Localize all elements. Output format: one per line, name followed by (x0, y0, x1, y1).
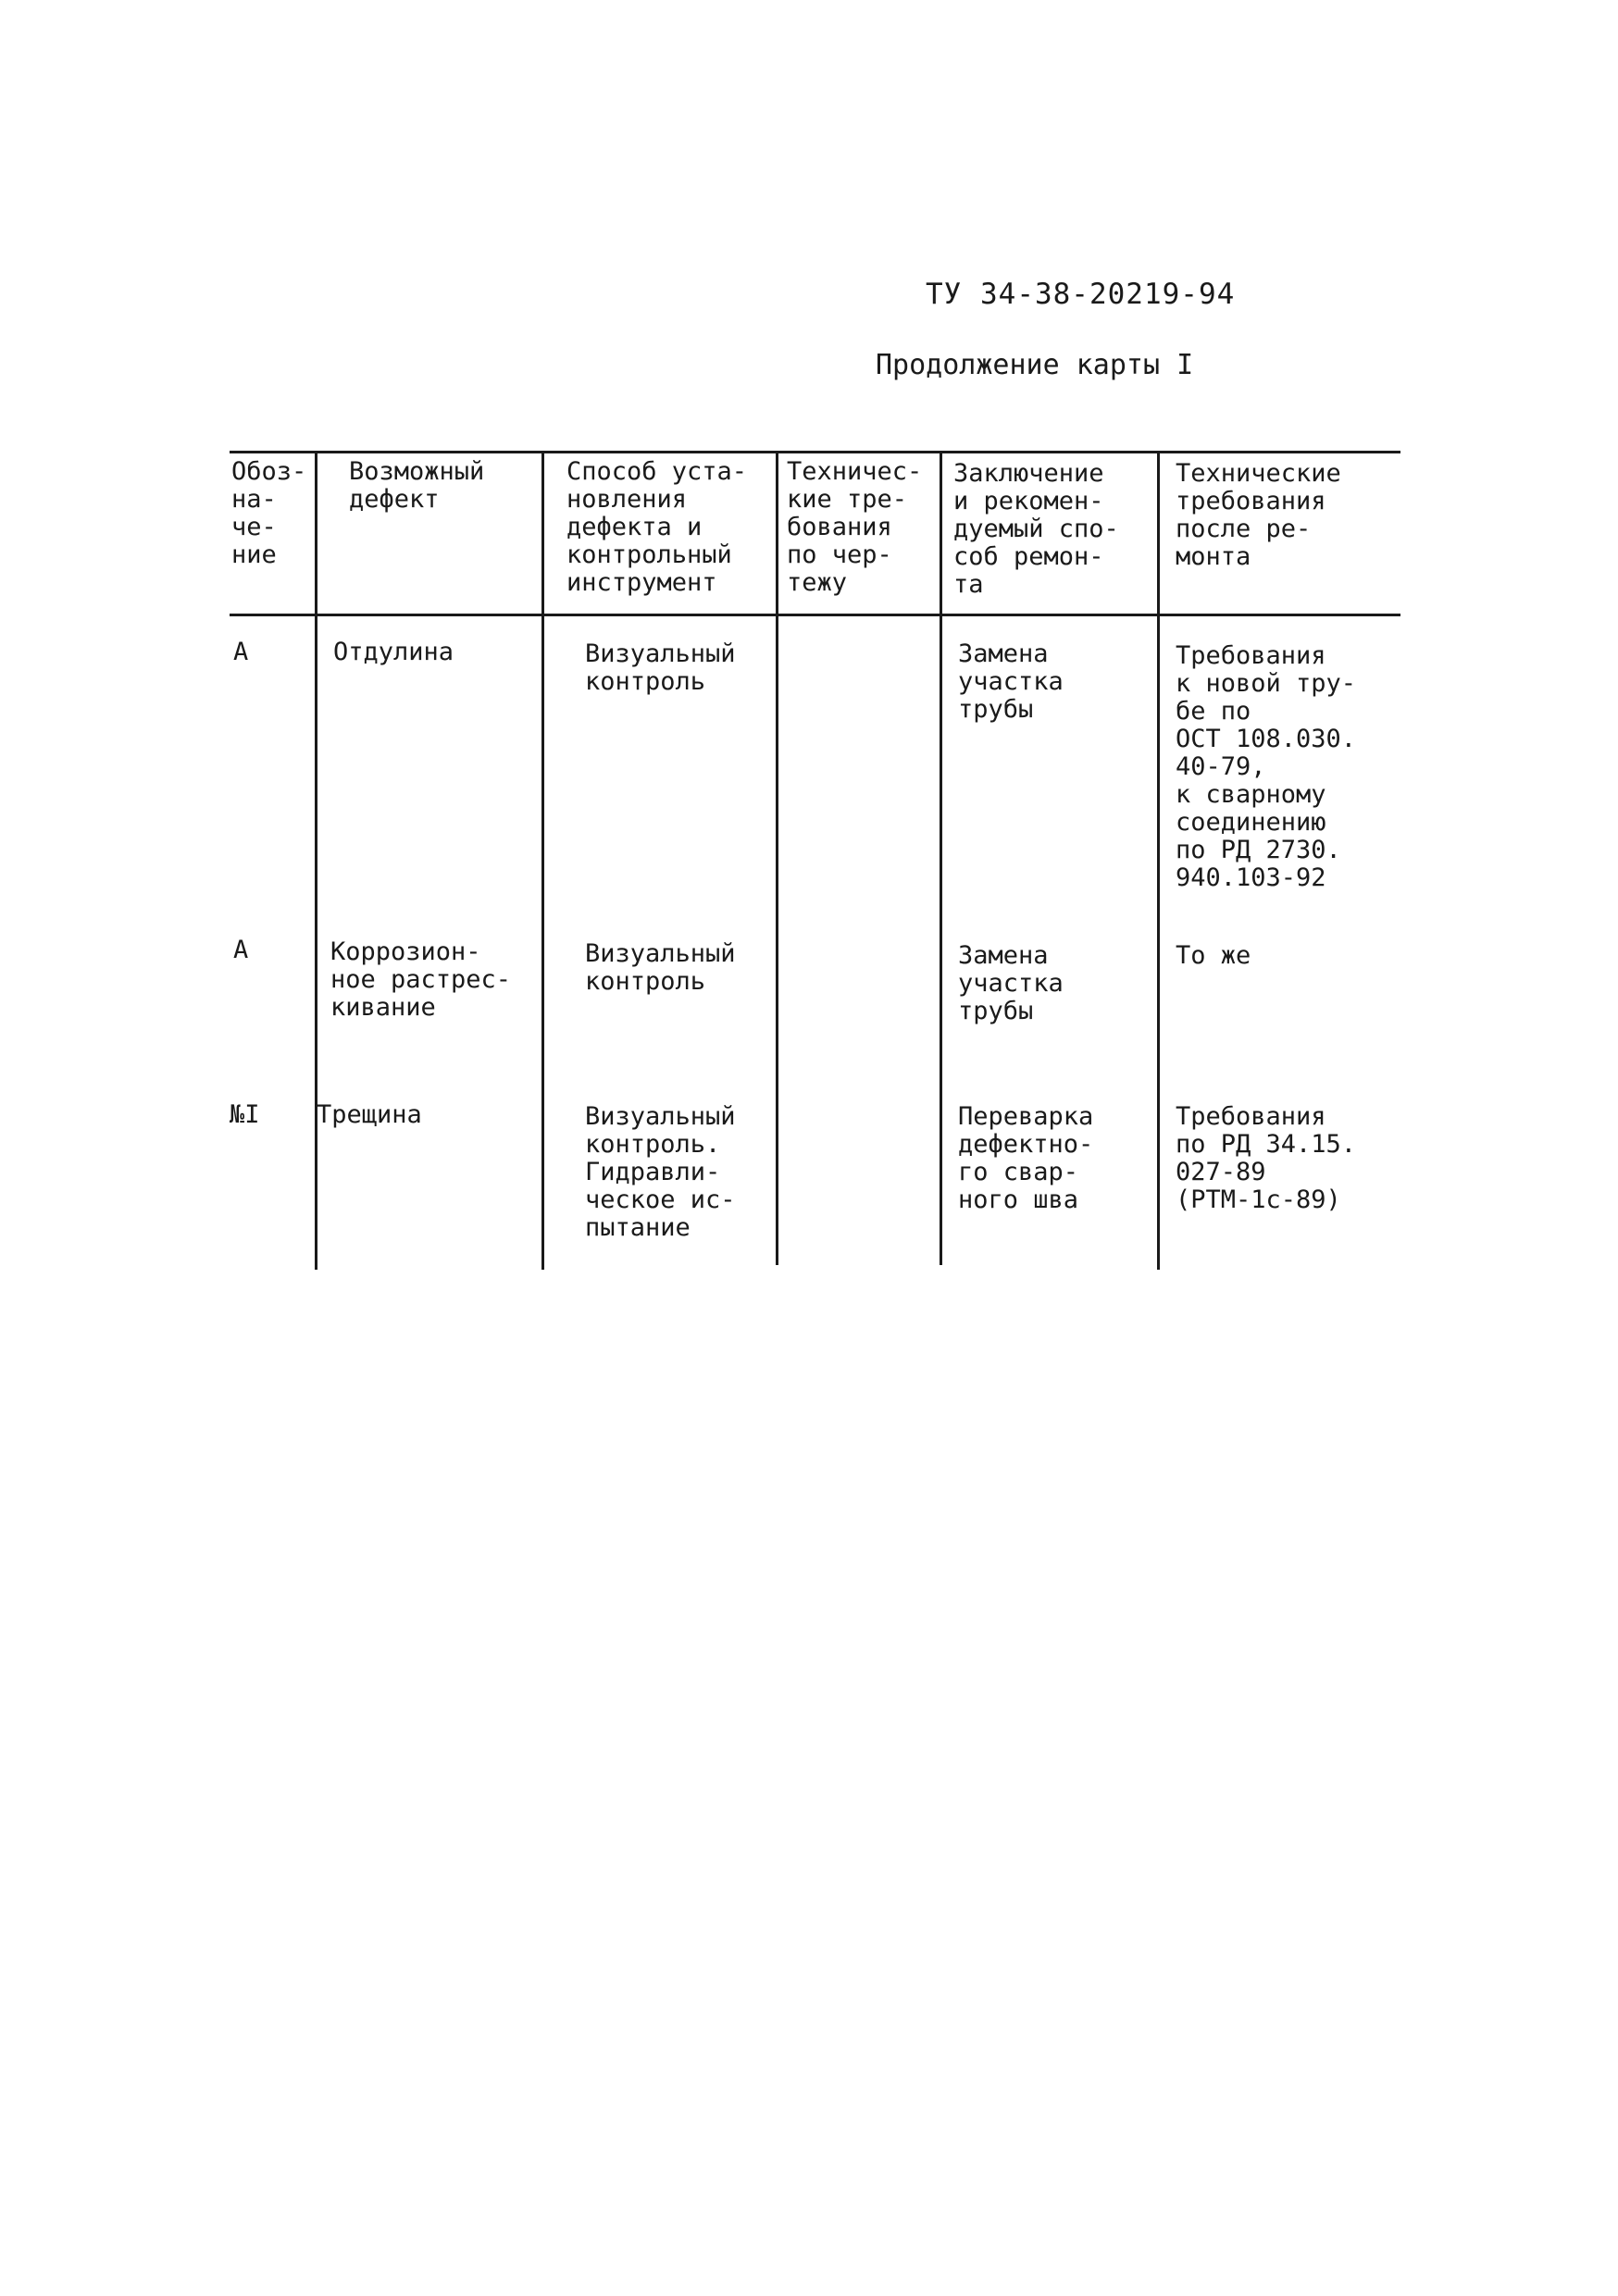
cell-designation: №I (230, 1100, 260, 1129)
cell-detection-method: Визуальный контроль (585, 639, 736, 696)
header-after-repair: Технические требования после ре- монта (1176, 459, 1341, 571)
column-divider (776, 451, 778, 1265)
column-divider (940, 451, 942, 1265)
cell-conclusion: Переварка дефектно- го свар- ного шва (958, 1102, 1094, 1214)
cell-conclusion: Замена участка трубы (958, 941, 1064, 1025)
table-header-rule (230, 614, 1400, 616)
cell-defect: Коррозион- ное растрес- кивание (330, 937, 512, 1022)
header-detection-method: Способ уста- новления дефекта и контрольный инструмент (566, 457, 748, 597)
cell-designation: А (233, 936, 249, 964)
column-divider (315, 451, 317, 1270)
header-drawing-requirements: Техничес- кие тре- бования по чер- тежу (787, 457, 923, 597)
table-top-rule (230, 451, 1400, 453)
document-code: ТУ 34-38-20219-94 (926, 278, 1236, 311)
header-defect: Возможный дефект (349, 457, 485, 514)
cell-defect: Отдулина (333, 638, 454, 666)
cell-after-repair: Требования к новой тру- бе по ОСТ 108.030. 40-79, к сварному соединению по РД 2730. 940.103-92 (1176, 641, 1357, 892)
cell-conclusion: Замена участка трубы (958, 639, 1064, 724)
cell-after-repair: То же (1176, 941, 1251, 970)
cell-detection-method: Визуальный контроль. Гидравли- ческое ис- пытание (585, 1102, 736, 1242)
column-divider (541, 451, 544, 1270)
continuation-label: Продолжение карты I (876, 349, 1194, 381)
cell-defect: Трещина (317, 1100, 422, 1129)
cell-after-repair: Требования по РД 34.15. 027-89 (РТМ-1с-89) (1176, 1102, 1357, 1214)
header-conclusion: Заключение и рекомен- дуемый спо- соб ремон- та (953, 459, 1119, 599)
cell-designation: А (233, 638, 249, 666)
header-designation: Обоз- на- че- ние (231, 457, 307, 569)
column-divider (1157, 451, 1160, 1270)
cell-detection-method: Визуальный контроль (585, 939, 736, 996)
